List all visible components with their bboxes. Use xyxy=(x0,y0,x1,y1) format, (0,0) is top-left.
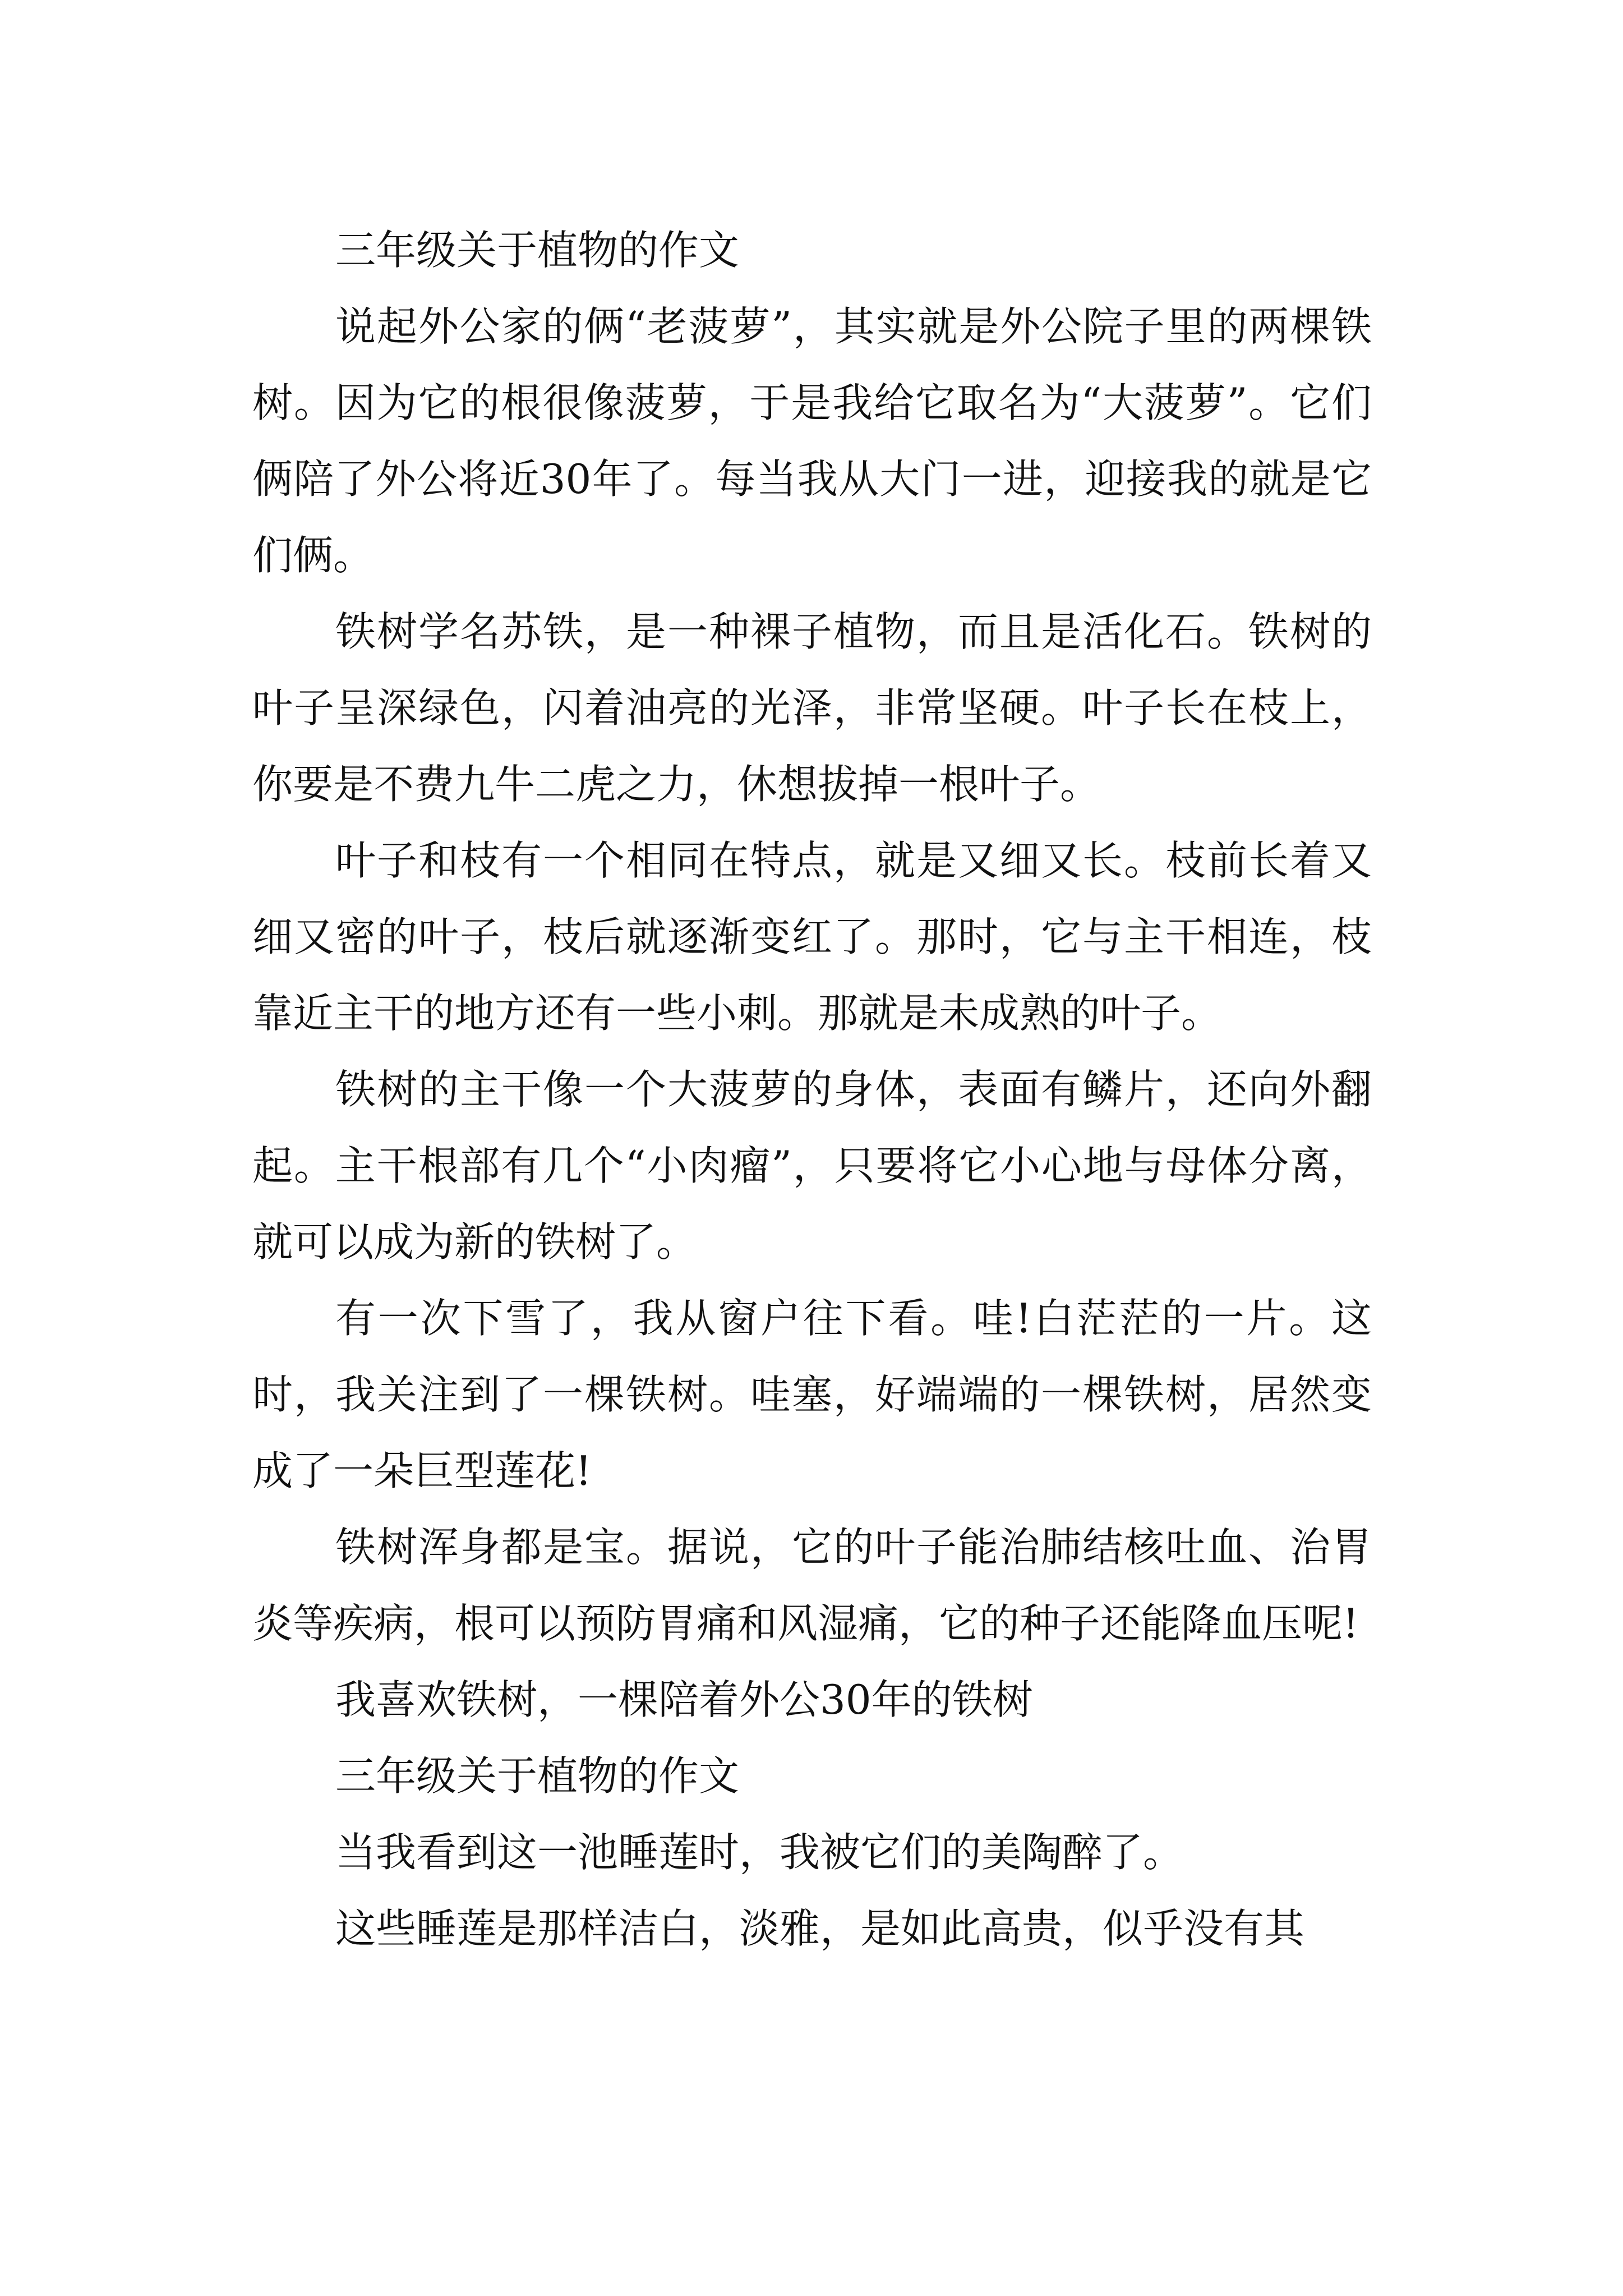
essay-title: 三年级关于植物的作文 xyxy=(335,227,740,274)
paragraph: 铁树学名苏铁，是一种裸子植物，而且是活化石。铁树的叶子呈深绿色，闪着油亮的光泽，非常坚硬。叶子长在枝上，你要是不费九牛二虎之力，休想拔掉一根叶子。 xyxy=(252,608,1372,808)
paragraph: 这些睡莲是那样洁白，淡雅，是如此高贵，似乎没有其 xyxy=(335,1905,1305,1952)
paragraph: 铁树的主干像一个大菠萝的身体，表面有鳞片，还向外翻起。主干根部有几个“小肉瘤”，只要将它小心地与母体分离，就可以成为新的铁树了。 xyxy=(252,1066,1372,1266)
paragraph: 铁树浑身都是宝。据说，它的叶子能治肺结核吐血、治胃炎等疾病，根可以预防胃痛和风湿痛，它的种子还能降血压呢! xyxy=(252,1524,1372,1647)
paragraph: 有一次下雪了，我从窗户往下看。哇!白茫茫的一片。这时，我关注到了一棵铁树。哇塞，好端端的一棵铁树，居然变成了一朵巨型莲花! xyxy=(252,1295,1372,1494)
essay-title: 三年级关于植物的作文 xyxy=(335,1752,740,1800)
paragraph: 我喜欢铁树，一棵陪着外公30年的铁树 xyxy=(335,1676,1033,1723)
essay-body xyxy=(252,212,1372,1967)
paragraph: 叶子和枝有一个相同在特点，就是又细又长。枝前长着又细又密的叶子，枝后就逐渐变红了。那时，它与主干相连，枝靠近主干的地方还有一些小刺。那就是未成熟的叶子。 xyxy=(252,837,1372,1037)
paragraph: 当我看到这一池睡莲时，我被它们的美陶醉了。 xyxy=(335,1829,1184,1876)
paragraph: 说起外公家的俩“老菠萝”，其实就是外公院子里的两棵铁树。因为它的根很像菠萝，于是我给它取名为“大菠萝”。它们俩陪了外公将近30年了。每当我从大门一进，迎接我的就是它们俩。 xyxy=(252,303,1372,579)
